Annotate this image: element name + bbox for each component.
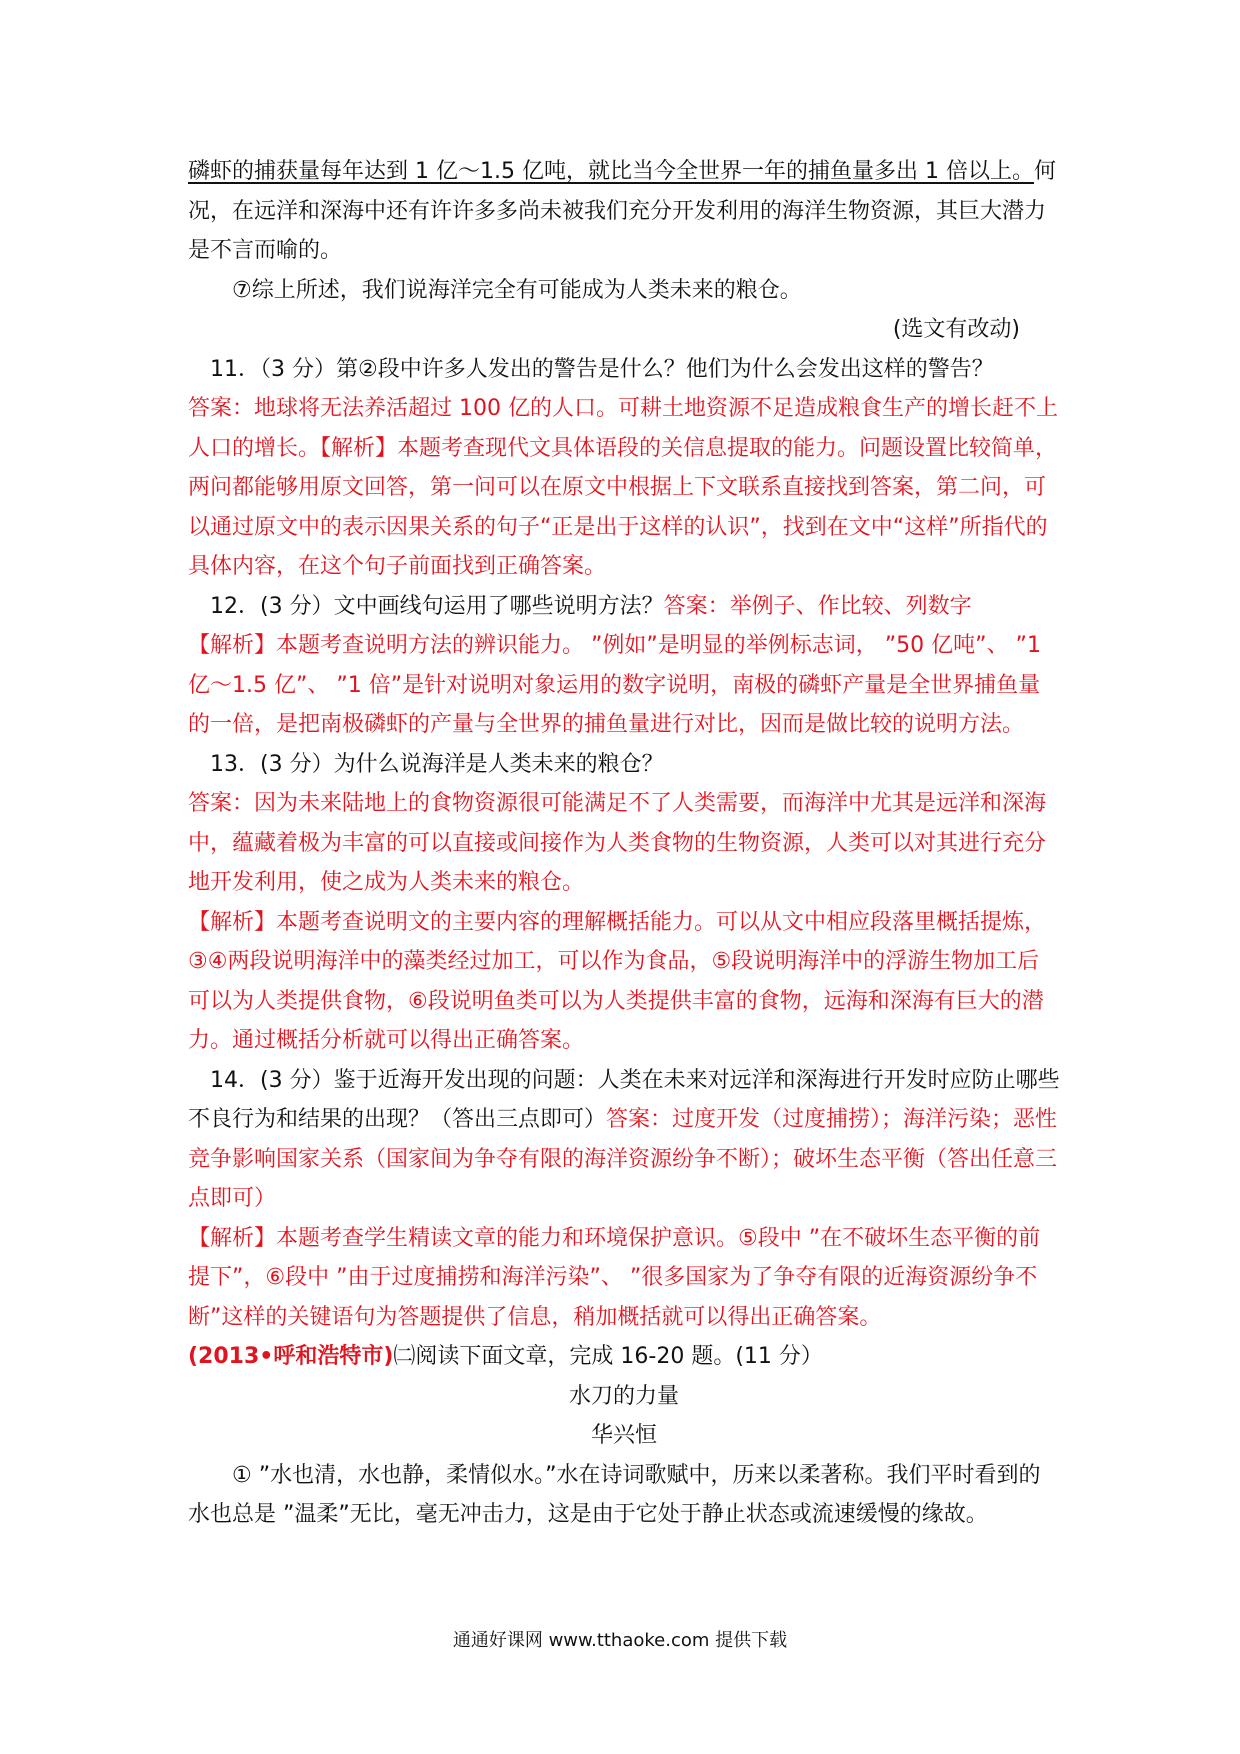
source-note: (选文有改动): [892, 317, 1020, 342]
page-footer: 通通好课网 www.tthaoke.com 提供下载: [452, 1630, 788, 1651]
article-paragraph-1: ① ”水也清，水也静，柔情似水。”水在诗词歌赋中，历来以柔著称。我们平时看到的水也总是 ”温柔”无比，毫无冲击力，这是由于它处于静止状态或流速缓慢的缘故。: [188, 1462, 1041, 1527]
underlined-sentence: 磷虾的捕获量每年达到 1 亿～1.5 亿吨，就比当今全世界一年的捕鱼量多出 1 倍以上。: [188, 159, 1034, 184]
paragraph-7: ⑦综上所述，我们说海洋完全有可能成为人类未来的粮仓。: [232, 277, 802, 303]
answer-12: 答案：举例子、作比较、列数字: [663, 593, 972, 619]
question-12: 12．(3 分）文中画线句运用了哪些说明方法？: [210, 593, 664, 619]
question-14-line: [188, 1061, 1060, 1219]
question-12-line: [188, 587, 1060, 627]
article-title: 水刀的力量: [568, 1383, 679, 1409]
answer-11: 答案：地球将无法养活超过 100 亿的人口。可耕土地资源不足造成粮食生产的增长赶不上人口的增长。【解析】本题考查现代文具体语段的关信息提取的能力。问题设置比较简单，两问都能够用原文回答，第一问可以在原文中根据上下文联系直接找到答案，第二问，可以通过原文中的表示因果关系的句子“正是出于这样的认识”，找到在文中“这样”所指代的具体内容，在这个句子前面找到正确答案。: [188, 396, 1058, 579]
document-body: [188, 152, 1060, 1535]
analysis-12: 【解析】本题考查说明方法的辨识能力。 ”例如”是明显的举例标志词， ”50 亿吨”、 ”1 亿～1.5 亿”、 ”1 倍”是针对说明对象运用的数字说明，南极的磷虾产量是全世界捕鱼量的一倍，是把南极磷虾的产量与全世界的捕鱼量进行对比，因而是做比较的说明方法。: [188, 633, 1041, 737]
answer-13: 答案：因为未来陆地上的食物资源很可能满足不了人类需要，而海洋中尤其是远洋和深海中，蕴藏着极为丰富的可以直接或间接作为人类食物的生物资源，人类可以对其进行充分地开发利用，使之成为人类未来的粮仓。: [188, 791, 1047, 895]
question-13: 13．(3 分）为什么说海洋是人类未来的粮仓？: [210, 751, 664, 777]
paragraph-6-rest: 何况，在远洋和深海中还有许许多多尚未被我们充分开发利用的海洋生物资源，其巨大潜力是不言而喻的。: [188, 159, 1056, 263]
analysis-14: 【解析】本题考查学生精读文章的能力和环境保护意识。⑤段中 ”在不破坏生态平衡的前提下”，⑥段中 ”由于过度捕捞和海洋污染”、 ”很多国家为了争夺有限的近海资源纷争不断”这样的关键语句为答题提供了信息，稍加概括就可以得出正确答案。: [188, 1225, 1041, 1330]
section-header: [188, 1337, 1060, 1377]
article-author: 华兴恒: [590, 1423, 657, 1448]
section-instruction: ㈡阅读下面文章，完成 16-20 题。(11 分）: [393, 1344, 823, 1369]
paragraph-6-end: [188, 152, 1060, 271]
analysis-13: 【解析】本题考查说明文的主要内容的理解概括能力。可以从文中相应段落里概括提炼，③④两段说明海洋中的藻类经过加工，可以作为食品，⑤段说明海洋中的浮游生物加工后可以为人类提供食物，⑥段说明鱼类可以为人类提供丰富的食物，远海和深海有巨大的潜力。通过概括分析就可以得出正确答案。: [188, 909, 1047, 1053]
answer-14: 答案：过度开发（过度捕捞）；海洋污染；恶性竞争影响国家关系（国家间为争夺有限的海洋资源纷争不断）；破坏生态平衡（答出任意三点即可）: [188, 1107, 1058, 1211]
section-tag: (2013•呼和浩特市): [188, 1344, 394, 1369]
question-14: 14．(3 分）鉴于近海开发出现的问题：人类在未来对远洋和深海进行开发时应防止哪些不良行为和结果的出现？（答出三点即可）: [188, 1067, 1060, 1132]
question-11: 11．（3 分）第②段中许多人发出的警告是什么？他们为什么会发出这样的警告？: [210, 356, 994, 382]
